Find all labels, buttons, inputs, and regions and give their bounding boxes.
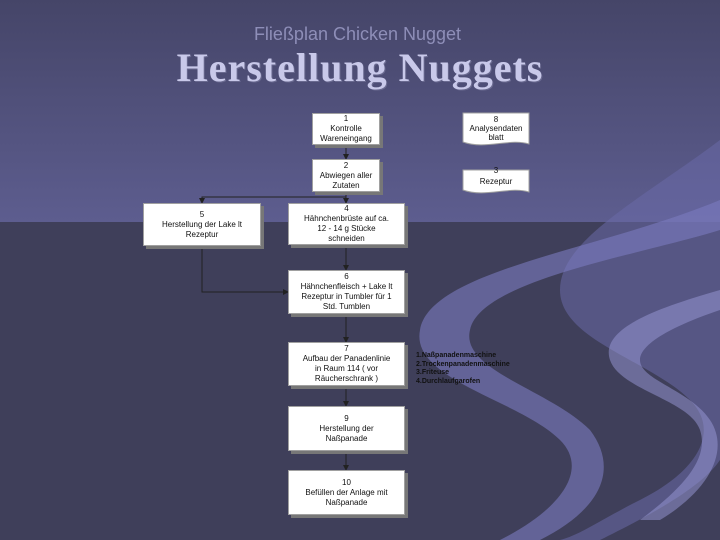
step-number: 6 (344, 272, 349, 281)
step-text: Std. Tumblen (322, 302, 371, 311)
step-text: Kontrolle (330, 124, 362, 133)
step-5-box (143, 203, 261, 246)
step-text: Herstellung der Lake lt (161, 219, 243, 229)
slide-subtitle: Fließplan Chicken Nugget (253, 24, 462, 44)
step-1-box (312, 113, 380, 145)
machine-item: 4.Durchlaufgarofen (416, 377, 481, 385)
step-text: Befüllen der Anlage mit (305, 487, 388, 497)
machine-item: 3.Friteuse (416, 369, 450, 376)
step-text: Abwiegen aller (319, 170, 373, 180)
step-text: Herstellung der (319, 423, 374, 433)
step-2-box (312, 159, 380, 192)
step-text: 12 - 14 g Stücke (317, 224, 376, 233)
document-text: Rezeptur (479, 177, 513, 186)
step-9-box (288, 406, 405, 451)
step-number: 5 (199, 209, 205, 219)
step-number: 7 (344, 344, 349, 353)
document-3 (463, 164, 529, 194)
step-number: 4 (344, 204, 349, 213)
document-number: 8 (493, 115, 499, 124)
step-text: Wareneingang (320, 134, 372, 143)
step-text: Rezeptur in Tumbler für 1 (301, 292, 392, 301)
step-number: 9 (344, 413, 349, 423)
step-text: Aufbau der Panadenlinie (302, 354, 391, 363)
step-number: 10 (342, 477, 351, 487)
step-text: Hähnchenfleisch + Lake lt (300, 282, 393, 291)
machine-item: 2.Trockenpanadenmaschine (416, 360, 510, 368)
step-10-box (288, 470, 405, 515)
step-number: 2 (343, 160, 349, 170)
slide-title: Herstellung Nuggets (176, 45, 544, 90)
document-8 (463, 113, 529, 149)
step-text: Rezeptur (185, 229, 219, 239)
document-number: 3 (493, 166, 499, 175)
machine-item: 1.Naßpanadenmaschine (416, 352, 497, 359)
step-text: Hähnchenbrüste auf ca. (304, 214, 389, 223)
step-6-box (288, 270, 405, 314)
machine-list (416, 352, 510, 386)
document-text: Analysendaten (469, 124, 523, 133)
document-text: blatt (488, 133, 504, 142)
step-text: Räucherschrank ) (314, 374, 379, 383)
step-7-box (288, 342, 405, 386)
step-text: Naßpanade (325, 433, 368, 443)
step-text: in Raum 114 ( vor (315, 364, 378, 373)
step-text: Naßpanade (325, 497, 368, 507)
step-4-box (288, 203, 405, 245)
step-text: Zutaten (332, 180, 360, 190)
step-number: 1 (343, 114, 349, 123)
step-text: schneiden (328, 234, 365, 243)
